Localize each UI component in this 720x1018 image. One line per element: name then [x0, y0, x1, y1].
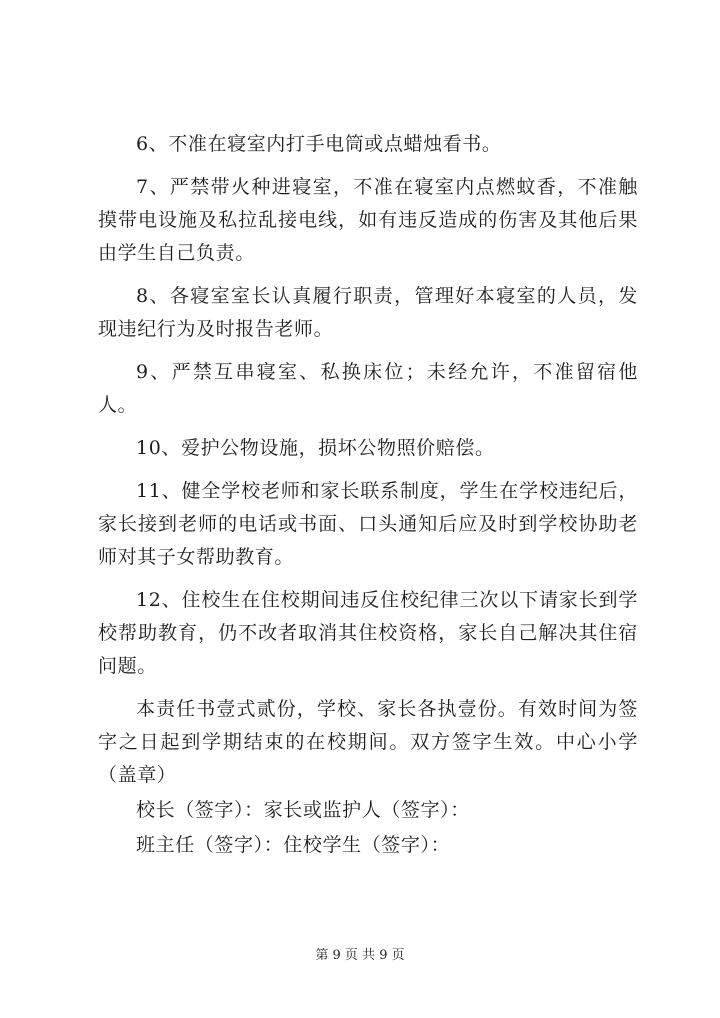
paragraph-closing-statement: 本责任书壹式贰份，学校、家长各执壹份。有效时间为签字之日起到学期结束的在校期间。双方签字生效。中心小学（盖章）: [98, 698, 638, 786]
paragraph-rule-6: 6、不准在寝室内打手电筒或点蜡烛看书。: [136, 133, 502, 155]
page-number-footer: 第 9 页 共 9 页: [315, 948, 405, 963]
signature-line-principal-parent: 校长（签字）：家长或监护人（签字）：: [136, 799, 470, 821]
paragraph-rule-12: 12、住校生在住校期间违反住校纪律三次以下请家长到学校帮助教育，仍不改者取消其住校资格，家长自己解决其住宿问题。: [98, 589, 638, 677]
paragraph-rule-10: 10、爱护公物设施，损坏公物照价赔偿。: [136, 437, 495, 459]
paragraph-rule-7: 7、严禁带火种进寝室，不准在寝室内点燃蚊香，不准触摸带电设施及私拉乱接电线，如有违反造成的伤害及其他后果由学生自己负责。: [98, 176, 638, 264]
paragraph-rule-11: 11、健全学校老师和家长联系制度，学生在学校违纪后，家长接到老师的电话或书面、口头通知后应及时到学校协助老师对其子女帮助教育。: [98, 480, 638, 568]
paragraph-rule-8: 8、各寝室室长认真履行职责，管理好本寝室的人员，发现违纪行为及时报告老师。: [98, 285, 638, 340]
paragraph-rule-9: 9、严禁互串寝室、私换床位；未经允许，不准留宿他人。: [98, 361, 638, 416]
document-body: [98, 128, 638, 872]
signature-line-teacher-student: 班主任（签字）：住校学生（签字）：: [136, 834, 451, 856]
